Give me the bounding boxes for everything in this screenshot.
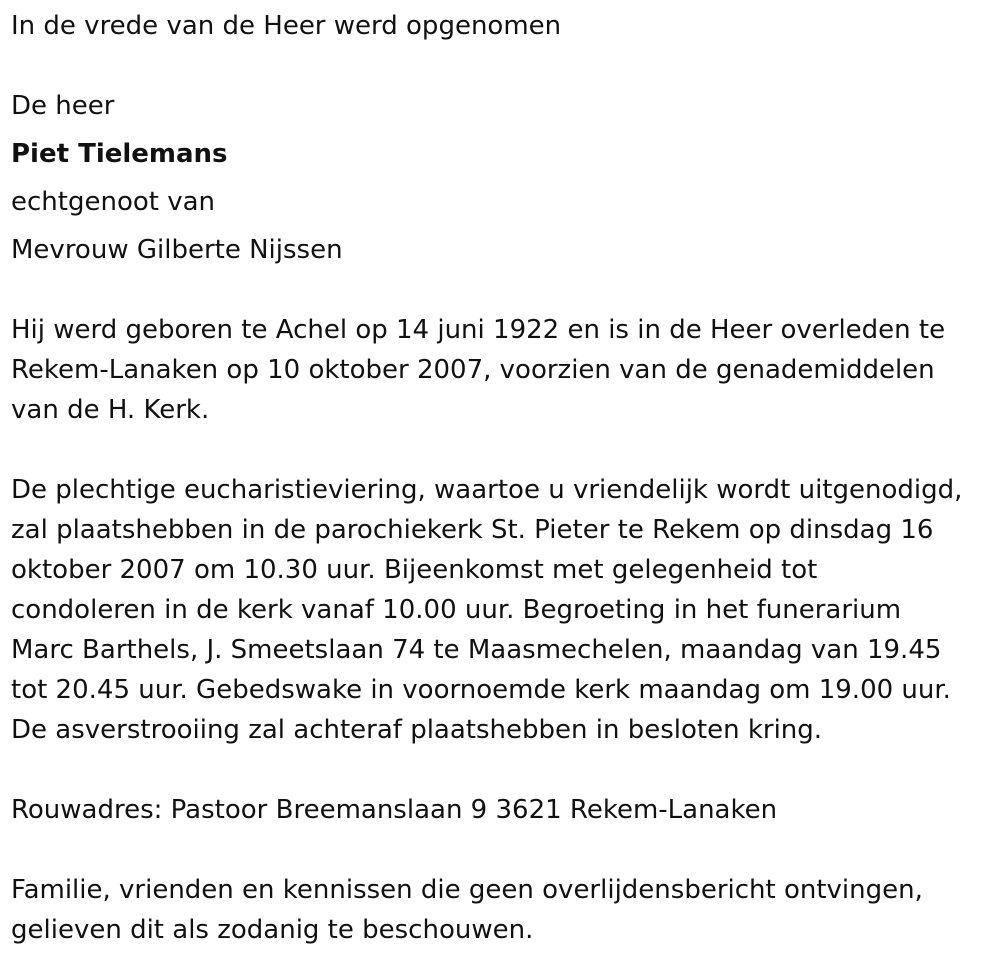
paragraph-line: gelieven dit als zodanig te beschouwen.	[11, 915, 534, 945]
paragraph-line: Hij werd geboren te Achel op 14 juni 1922 en is in de Heer overleden te	[11, 315, 946, 345]
paragraph-line: Rekem-Lanaken op 10 oktober 2007, voorzien van de genademiddelen	[11, 355, 935, 385]
closing-paragraph	[11, 870, 991, 950]
paragraph-line: van de H. Kerk.	[11, 395, 210, 425]
deceased-name: Piet Tielemans	[11, 139, 228, 169]
paragraph-line: condoleren in de kerk vanaf 10.00 uur. Begroeting in het funerarium	[11, 595, 902, 625]
death-notice	[11, 0, 991, 950]
spouse-name: Mevrouw Gilberte Nijssen	[11, 235, 343, 265]
ceremony-paragraph	[11, 470, 991, 750]
mourning-address: Rouwadres: Pastoor Breemanslaan 9 3621 Rekem-Lanaken	[11, 795, 778, 825]
paragraph-line: Familie, vrienden en kennissen die geen overlijdensbericht ontvingen,	[11, 875, 923, 905]
salutation: De heer	[11, 91, 115, 121]
birth-death-paragraph	[11, 310, 991, 430]
paragraph-line: Marc Barthels, J. Smeetslaan 74 te Maasmechelen, maandag van 19.45	[11, 635, 942, 665]
paragraph-line: De plechtige eucharistieviering, waartoe u vriendelijk wordt uitgenodigd,	[11, 475, 963, 505]
paragraph-line: De asverstrooiing zal achteraf plaatshebben in besloten kring.	[11, 715, 823, 745]
paragraph-line: tot 20.45 uur. Gebedswake in voornoemde kerk maandag om 19.00 uur.	[11, 675, 951, 705]
paragraph-line: zal plaatshebben in de parochiekerk St. Pieter te Rekem op dinsdag 16	[11, 515, 934, 545]
relation-text: echtgenoot van	[11, 187, 216, 217]
intro-text: In de vrede van de Heer werd opgenomen	[11, 11, 562, 41]
paragraph-line: oktober 2007 om 10.30 uur. Bijeenkomst met gelegenheid tot	[11, 555, 818, 585]
